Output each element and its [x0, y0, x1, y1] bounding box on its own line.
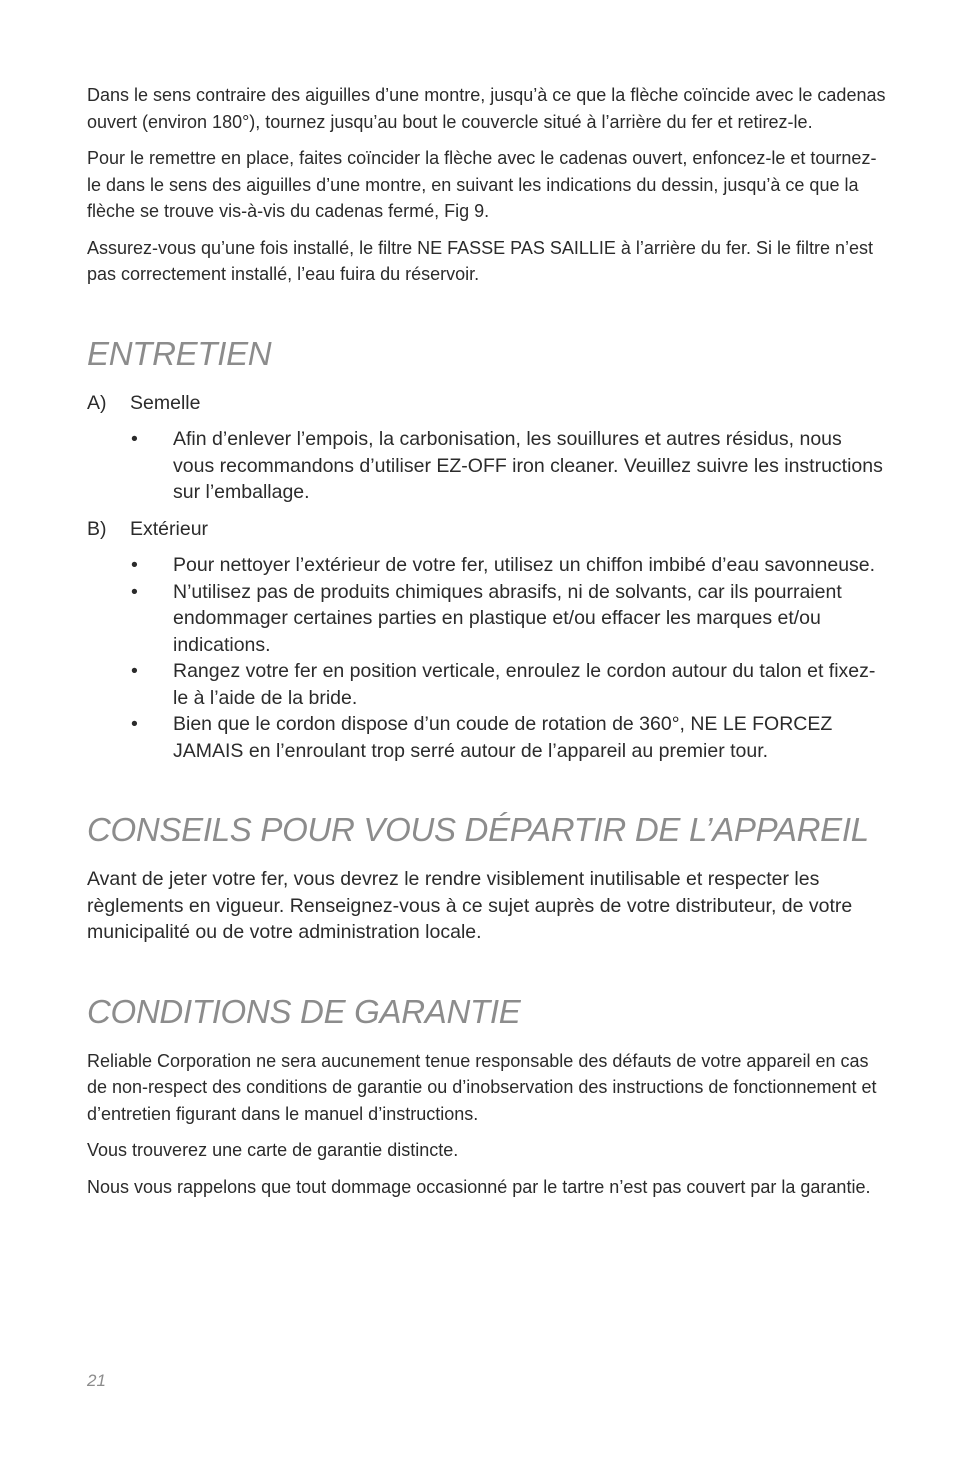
bullet-icon: •	[131, 554, 138, 576]
item-letter: B)	[87, 517, 107, 540]
bullet-item	[87, 426, 887, 506]
bullet-icon: •	[131, 580, 138, 603]
bullet-item	[87, 552, 887, 579]
list-item-semelle	[87, 390, 887, 417]
garantie-paragraph-1: Reliable Corporation ne sera aucunement tenue responsable des défauts de votre appareil en cas de non-respect des conditions de garantie ou d’inobservation des instructions de fonctionnement et d’entretien figurant dans le manuel d’instructions.	[87, 1050, 877, 1124]
garantie-paragraph-3: Nous vous rappelons que tout dommage occasionné par le tartre n’est pas couvert par la garantie.	[87, 1176, 871, 1197]
garantie-paragraph-2: Vous trouverez une carte de garantie distincte.	[87, 1140, 459, 1160]
item-label: Extérieur	[130, 517, 209, 540]
item-letter: A)	[87, 391, 107, 414]
conseils-paragraph: Avant de jeter votre fer, vous devrez le rendre visiblement inutilisable et respecter les règlements en vigueur. Renseignez-vous à ce sujet auprès de votre distributeur, de votre municipalité ou de votre administration locale.	[87, 868, 853, 943]
section-title-garantie: CONDITIONS DE GARANTIE	[87, 992, 521, 1030]
bullet-text: Afin d’enlever l’empois, la carbonisation, les souillures et autres résidus, nous vous recommandons d’utiliser EZ-OFF iron cleaner. Veuillez suivre les instructions sur l’emballage.	[173, 428, 883, 503]
bullet-list-exterieur	[87, 552, 887, 764]
list-item-exterieur	[87, 516, 887, 543]
bullet-text: Pour nettoyer l’extérieur de votre fer, utilisez un chiffon imbibé d’eau savonneuse.	[173, 554, 876, 576]
intro-paragraph-3: Assurez-vous qu’une fois installé, le filtre NE FASSE PAS SAILLIE à l’arrière du fer. Si le filtre n’est pas correctement installé, l’eau fuira du réservoir.	[87, 237, 874, 284]
section-title-entretien: ENTRETIEN	[87, 334, 272, 372]
intro-paragraph-1: Dans le sens contraire des aiguilles d’une montre, jusqu’à ce que la flèche coïncide avec le cadenas ouvert (environ 180°), tournez jusqu’au bout le couvercle situé à l’arrière du fer et retirez-le.	[87, 85, 886, 132]
bullet-icon: •	[131, 713, 138, 735]
page-content	[87, 82, 887, 1210]
bullet-icon: •	[131, 428, 138, 450]
section-title-conseils: CONSEILS POUR VOUS DÉPARTIR DE L’APPAREIL	[87, 811, 869, 848]
bullet-list-semelle	[87, 426, 887, 506]
bullet-text: N’utilisez pas de produits chimiques abrasifs, ni de solvants, car ils pourraient endommager certaines parties en plastique et/ou effacer les marques et/ou indications.	[173, 580, 842, 656]
bullet-item	[87, 711, 887, 764]
bullet-icon: •	[131, 660, 138, 682]
bullet-item	[87, 658, 887, 711]
intro-paragraph-2: Pour le remettre en place, faites coïncider la flèche avec le cadenas ouvert, enfoncez-le et tournez-le dans le sens des aiguilles d’une montre, en suivant les indications du dessin, jusqu’à ce que la flèche se trouve vis-à-vis du cadenas fermé, Fig 9.	[87, 148, 877, 221]
bullet-text: Bien que le cordon dispose d’un coude de rotation de 360°, NE LE FORCEZ JAMAIS en l’enroulant trop serré autour de l’appareil au premier tour.	[173, 713, 833, 762]
page-number: 21	[87, 1371, 106, 1390]
bullet-text: Rangez votre fer en position verticale, enroulez le cordon autour du talon et fixez-le à l’aide de la bride.	[173, 660, 876, 709]
item-label: Semelle	[130, 391, 201, 414]
bullet-item	[87, 579, 887, 659]
